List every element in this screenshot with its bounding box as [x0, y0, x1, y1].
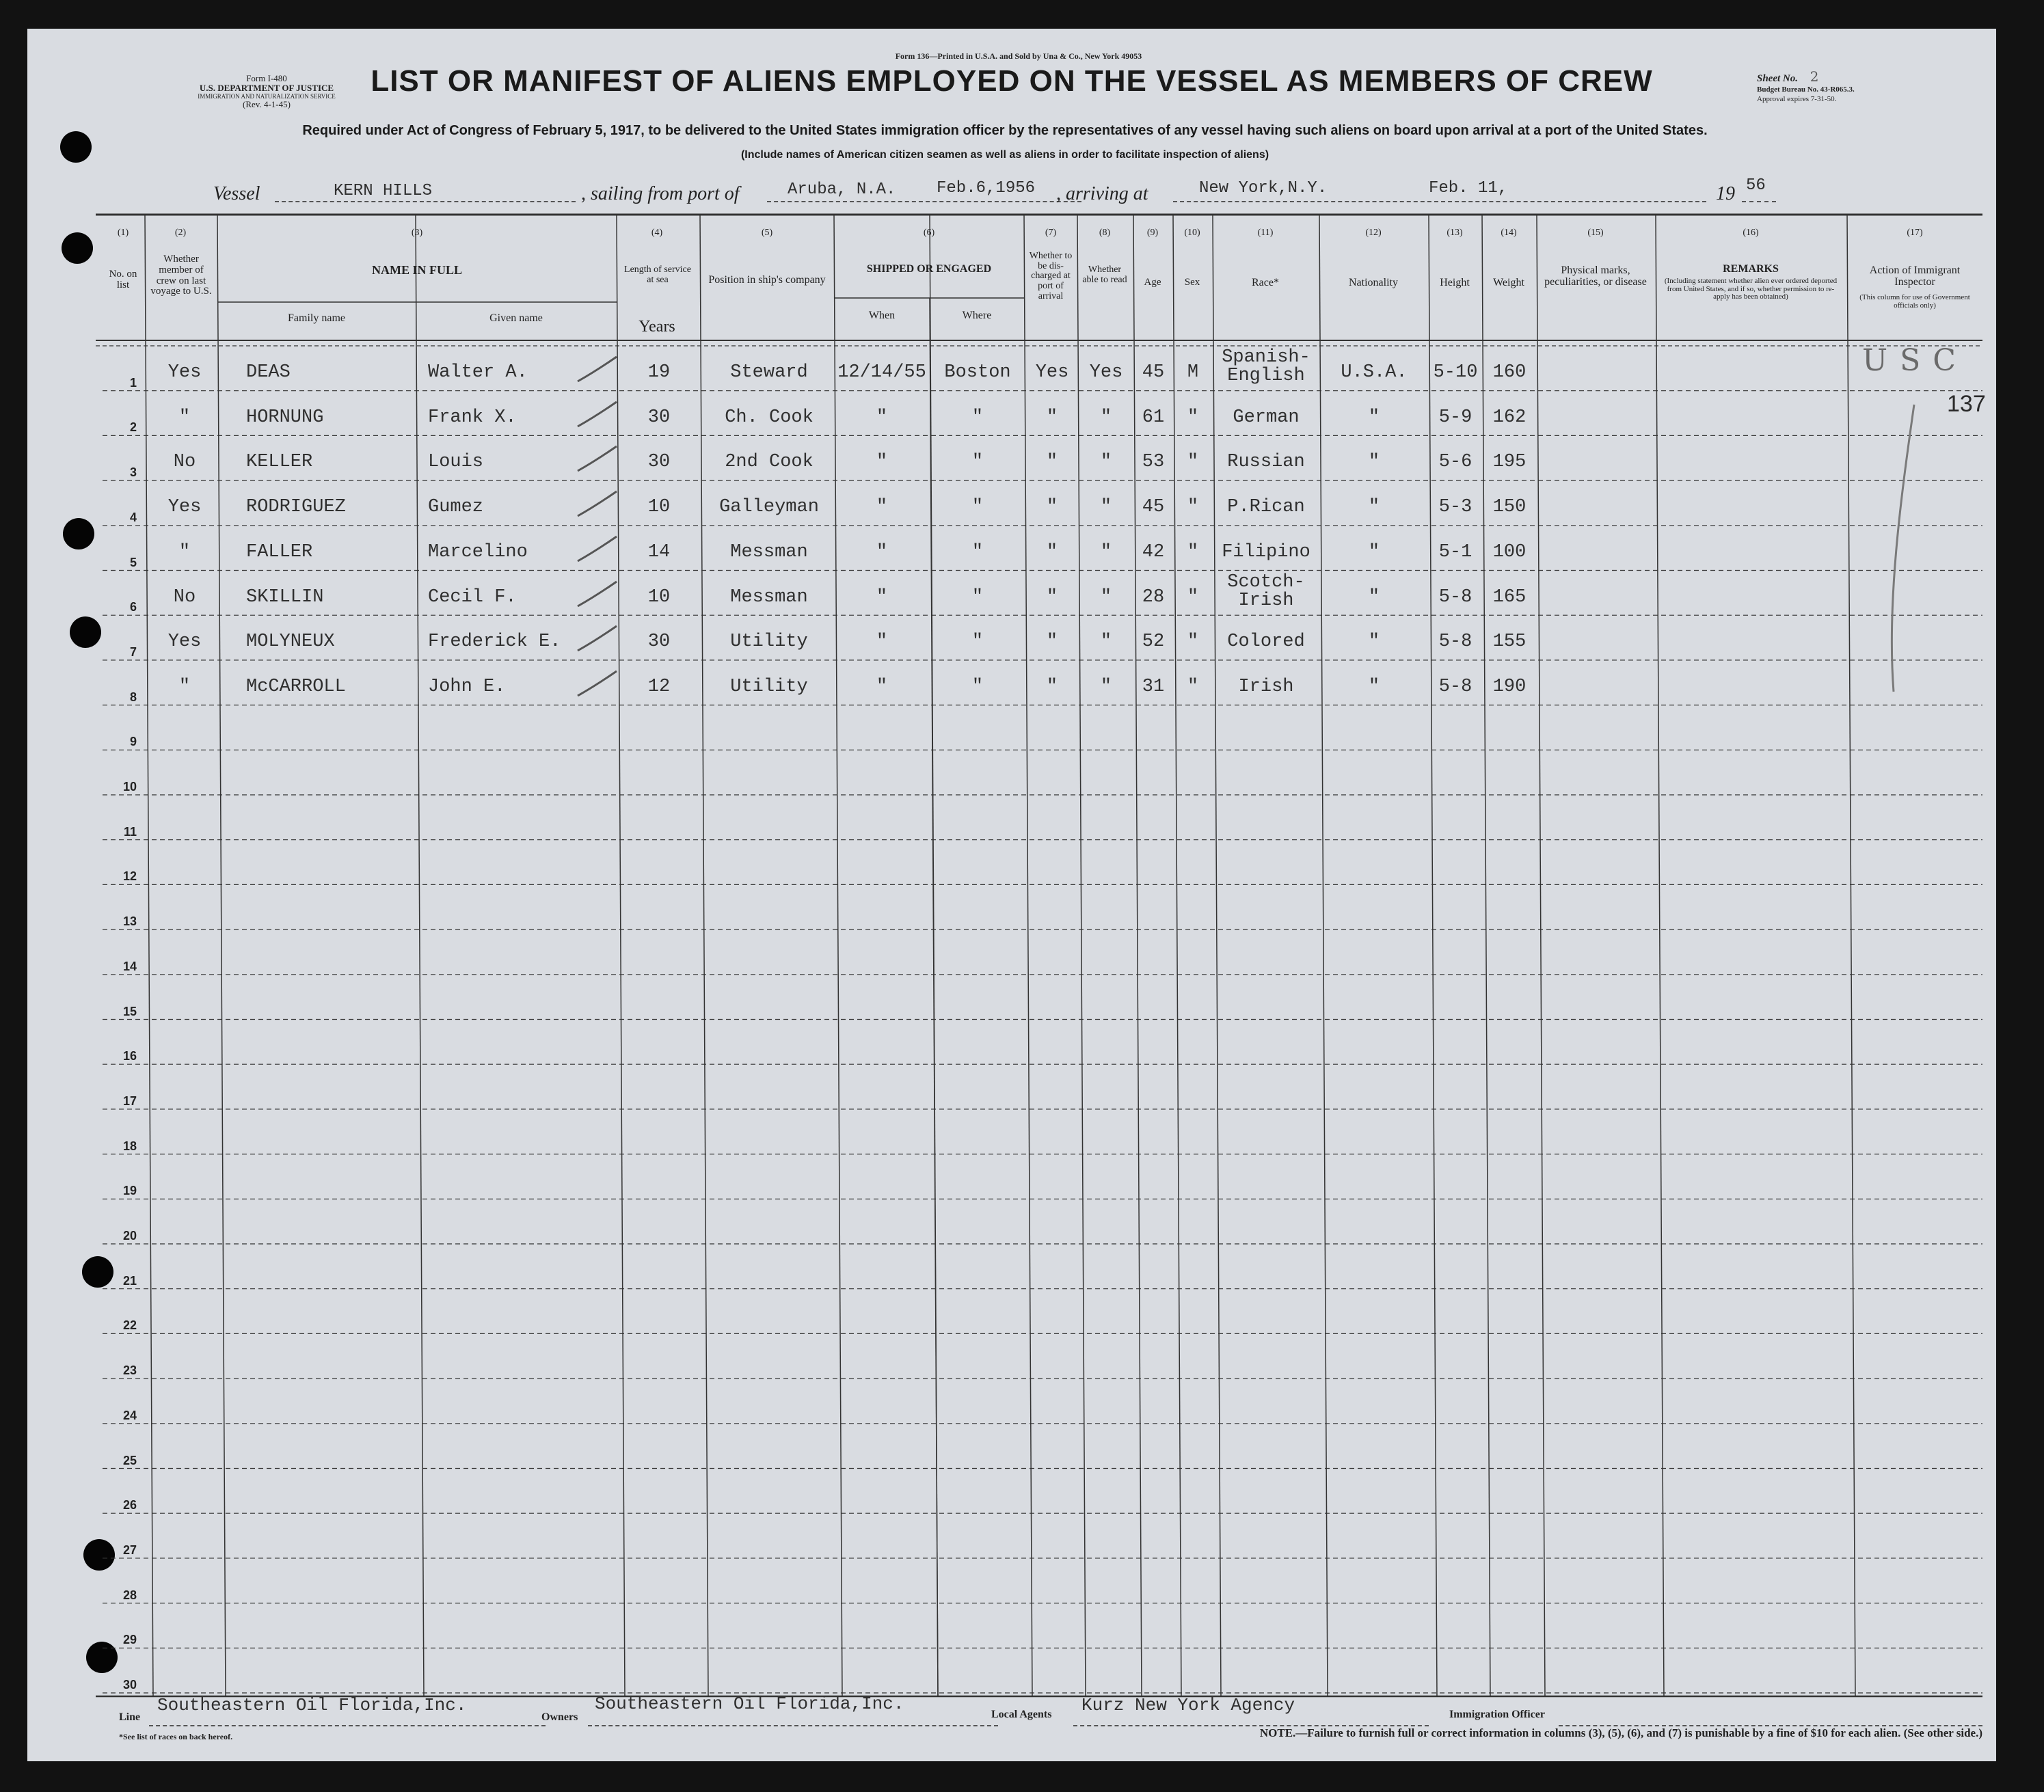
shipped-where-cell: "	[971, 586, 984, 608]
height-cell: 5-10	[1433, 362, 1478, 383]
col1-header: No. on list	[109, 269, 137, 290]
col10-number: (10)	[1184, 228, 1200, 238]
row-number: 25	[122, 1453, 137, 1467]
col11-header: Race*	[1252, 277, 1279, 288]
row-number: 19	[122, 1184, 137, 1198]
column-line	[1847, 215, 1855, 1696]
column-line	[1537, 215, 1545, 1696]
last-voyage-cell: "	[178, 407, 191, 428]
family-name-cell: KELLER	[246, 452, 313, 473]
shipped-when-cell: "	[876, 586, 888, 608]
form-number: Form I-480	[246, 73, 287, 83]
given-name-cell: Marcelino	[428, 541, 528, 562]
check-mark-icon	[574, 532, 622, 567]
row-number: 22	[122, 1318, 137, 1333]
row-number: 9	[129, 735, 137, 749]
check-mark-icon	[574, 442, 622, 476]
year-prefix: 19	[1716, 183, 1735, 204]
col12-number: (12)	[1365, 228, 1382, 238]
given-name-cell: Louis	[428, 452, 484, 473]
family-name-cell: FALLER	[246, 541, 313, 562]
officer-label: Immigration Officer	[1449, 1709, 1545, 1720]
shipped-where-cell: "	[971, 452, 984, 473]
discharged-cell: "	[1046, 676, 1058, 697]
inspector-mark: USC	[1862, 343, 1968, 378]
col2-number: (2)	[174, 228, 187, 238]
col17-header: Action of Immigrant Inspector	[1869, 264, 1961, 288]
able-to-read-cell: "	[1100, 632, 1112, 653]
service-years-cell: 30	[647, 452, 671, 473]
position-cell: 2nd Cook	[725, 452, 813, 473]
weight-cell: 162	[1492, 407, 1527, 428]
col11-number: (11)	[1257, 228, 1274, 238]
line-underline	[149, 1725, 546, 1726]
agents-label: Local Agents	[991, 1709, 1052, 1720]
able-to-read-cell: "	[1100, 586, 1112, 608]
row-number: 6	[129, 600, 137, 614]
age-cell: 45	[1142, 362, 1165, 383]
discharged-cell: "	[1046, 407, 1058, 428]
discharged-cell: "	[1046, 541, 1058, 562]
able-to-read-cell: "	[1100, 407, 1112, 428]
height-cell: 5-9	[1438, 407, 1473, 428]
budget-bureau: Budget Bureau No. 43-R065.3.	[1757, 85, 1855, 94]
owners-underline	[588, 1725, 998, 1726]
nationality-cell: "	[1368, 452, 1380, 473]
able-to-read-cell: "	[1100, 452, 1112, 473]
shipped-when-cell: "	[876, 497, 888, 518]
shipped-when-cell: "	[876, 541, 888, 562]
sailing-label: , sailing from port of	[581, 183, 740, 204]
weight-cell: 155	[1492, 632, 1527, 653]
sex-cell: "	[1187, 632, 1199, 653]
column-line	[1319, 215, 1328, 1696]
line-value: Southeastern Oil Florida,Inc.	[157, 1695, 467, 1715]
row-number: 24	[122, 1408, 137, 1422]
service-years-cell: 10	[647, 497, 671, 518]
weight-cell: 195	[1492, 452, 1527, 473]
inspector-number: 137	[1947, 391, 1986, 417]
shipped-where-cell: "	[971, 541, 984, 562]
service-years-cell: 14	[647, 541, 671, 562]
col1-number: (1)	[117, 228, 129, 238]
row-number: 8	[129, 690, 137, 704]
col9-header: Age	[1144, 277, 1161, 288]
col13-header: Height	[1440, 277, 1470, 288]
discharged-cell: "	[1046, 452, 1058, 473]
family-name-cell: DEAS	[246, 362, 291, 383]
shipped-when-cell: "	[876, 452, 888, 473]
nationality-cell: "	[1368, 497, 1380, 518]
column-line	[217, 215, 226, 1696]
family-name-cell: MOLYNEUX	[246, 632, 335, 653]
age-cell: 52	[1142, 632, 1165, 653]
shipped-when-cell: "	[876, 407, 888, 428]
approval-expiry: Approval expires 7-31-50.	[1757, 94, 1837, 103]
family-name-cell: RODRIGUEZ	[246, 497, 346, 518]
age-cell: 28	[1142, 586, 1165, 608]
discharged-cell: "	[1046, 586, 1058, 608]
arriving-label: , arriving at	[1056, 183, 1148, 204]
age-cell: 42	[1142, 541, 1165, 562]
line-label: Line	[119, 1711, 141, 1723]
row-number: 28	[122, 1588, 137, 1602]
row-number: 1	[129, 375, 137, 390]
race-cell: Scotch- Irish	[1227, 571, 1305, 611]
last-voyage-cell: No	[173, 452, 196, 473]
given-name-cell: Cecil F.	[428, 586, 517, 608]
row-number: 27	[122, 1543, 137, 1557]
weight-cell: 160	[1492, 362, 1527, 383]
column-line	[1133, 215, 1142, 1696]
col16-number: (16)	[1743, 228, 1759, 238]
sex-cell: "	[1187, 497, 1199, 518]
vessel-label: Vessel	[213, 183, 260, 204]
row-number: 21	[122, 1273, 137, 1288]
col4-unit: Years	[638, 318, 675, 336]
manifest-document	[27, 29, 1996, 1761]
col3-family-header: Family name	[288, 312, 345, 324]
family-name-cell: SKILLIN	[246, 586, 324, 608]
service-years-cell: 30	[647, 632, 671, 653]
discharged-cell: "	[1046, 632, 1058, 653]
col16-header: REMARKS	[1723, 263, 1779, 275]
inspector-bracket-stroke	[1873, 398, 1928, 698]
row-number: 12	[122, 869, 137, 884]
column-line	[1213, 215, 1221, 1696]
service-years-cell: 30	[647, 407, 671, 428]
owners-value: Southeastern Oil Florida,Inc.	[595, 1694, 904, 1714]
column-line	[1024, 215, 1032, 1696]
col15-header: Physical marks, peculiarities, or disease	[1544, 264, 1647, 288]
weight-cell: 190	[1492, 676, 1527, 697]
nationality-cell: U.S.A.	[1341, 362, 1408, 383]
col10-header: Sex	[1184, 277, 1200, 288]
column-line	[1656, 215, 1664, 1696]
col7-header: Whether to be dis-charged at port of arrival	[1029, 251, 1073, 301]
shipped-when-cell: 12/14/55	[837, 362, 926, 383]
height-cell: 5-1	[1438, 541, 1473, 562]
row-number: 15	[122, 1004, 137, 1018]
col4-header: Length of service at sea	[624, 264, 691, 285]
position-cell: Messman	[730, 541, 808, 562]
last-voyage-cell: Yes	[167, 632, 202, 653]
row-number: 30	[122, 1678, 137, 1692]
given-name-cell: John E.	[428, 676, 506, 697]
given-name-cell: Walter A.	[428, 362, 528, 383]
given-name-cell: Frank X.	[428, 407, 517, 428]
height-cell: 5-6	[1438, 452, 1473, 473]
col7-number: (7)	[1045, 228, 1057, 238]
shipped-when-cell: "	[876, 632, 888, 653]
height-cell: 5-8	[1438, 586, 1473, 608]
sheet-number: 2	[1810, 68, 1819, 85]
column-line	[617, 215, 625, 1696]
weight-cell: 150	[1492, 497, 1527, 518]
owners-label: Owners	[541, 1711, 578, 1723]
race-cell: Russian	[1227, 452, 1305, 473]
col8-header: Whether able to read	[1082, 264, 1127, 285]
race-cell: German	[1233, 407, 1300, 428]
check-mark-icon	[574, 353, 622, 387]
nationality-cell: "	[1368, 632, 1380, 653]
row-number: 11	[123, 824, 137, 839]
printer-line: Form 136—Printed in U.S.A. and Sold by Una & Co., New York 49053	[895, 51, 1142, 61]
subtitle: Required under Act of Congress of February 5, 1917, to be delivered to the United States immigration officer by the representatives of any vessel having such aliens on board upon arrival at a port of the United States.	[302, 123, 1708, 138]
arrival-date: Feb. 11,	[1429, 179, 1508, 198]
able-to-read-cell: "	[1100, 541, 1112, 562]
sex-cell: "	[1187, 541, 1199, 562]
col12-header: Nationality	[1349, 277, 1398, 288]
col16-subheader: (Including statement whether alien ever ordered deported from United States, and if so, whether permission to re-apply has been obtained)	[1664, 277, 1838, 301]
vessel-name: KERN HILLS	[334, 182, 433, 200]
weight-cell: 100	[1492, 541, 1527, 562]
age-cell: 53	[1142, 452, 1165, 473]
given-name-cell: Gumez	[428, 497, 484, 518]
race-cell: Colored	[1227, 632, 1305, 653]
column-line	[700, 215, 708, 1696]
column-line	[416, 215, 424, 1696]
page-title: LIST OR MANIFEST OF ALIENS EMPLOYED ON THE VESSEL AS MEMBERS OF CREW	[371, 64, 1653, 98]
include-note: (Include names of American citizen seamen as well as aliens in order to facilitate inspection of aliens)	[740, 149, 1269, 161]
shipped-where-cell: "	[971, 497, 984, 518]
shipped-where-cell: "	[971, 632, 984, 653]
col6-when-header: When	[868, 310, 896, 321]
column-line	[1482, 215, 1490, 1696]
col4-number: (4)	[651, 228, 663, 238]
revision: (Rev. 4-1-45)	[243, 99, 291, 110]
row-number: 23	[122, 1363, 137, 1378]
nationality-cell: "	[1368, 586, 1380, 608]
col5-number: (5)	[761, 228, 773, 238]
shipped-when-cell: "	[876, 676, 888, 697]
departure-date: Feb.6,1956	[937, 179, 1036, 198]
row-number: 5	[129, 555, 137, 569]
column-line	[145, 215, 153, 1696]
position-cell: Utility	[730, 676, 808, 697]
department: U.S. DEPARTMENT OF JUSTICE	[199, 83, 334, 94]
row-number: 17	[122, 1094, 137, 1108]
departure-port: Aruba, N.A.	[788, 180, 896, 199]
position-cell: Utility	[730, 632, 808, 653]
col8-number: (8)	[1099, 228, 1111, 238]
discharged-cell: "	[1046, 497, 1058, 518]
col15-number: (15)	[1587, 228, 1604, 238]
nationality-cell: "	[1368, 407, 1380, 428]
row-number: 20	[122, 1229, 137, 1243]
position-cell: Galleyman	[719, 497, 819, 518]
last-voyage-cell: "	[178, 676, 191, 697]
col6-number: (6)	[923, 228, 935, 238]
last-voyage-cell: Yes	[167, 362, 202, 383]
row-number: 16	[122, 1049, 137, 1063]
shipped-where-cell: "	[971, 407, 984, 428]
race-cell: Irish	[1238, 676, 1294, 697]
discharged-cell: Yes	[1035, 362, 1069, 383]
col9-number: (9)	[1146, 228, 1159, 238]
col6-header: SHIPPED OR ENGAGED	[866, 263, 992, 275]
agents-value: Kurz New York Agency	[1081, 1695, 1295, 1715]
nationality-cell: "	[1368, 541, 1380, 562]
col6-where-header: Where	[962, 310, 992, 321]
row-number: 18	[122, 1139, 137, 1153]
age-cell: 61	[1142, 407, 1165, 428]
col14-number: (14)	[1501, 228, 1517, 238]
row-number: 29	[122, 1633, 137, 1647]
col3-number: (3)	[411, 228, 423, 238]
row-number: 4	[129, 510, 137, 524]
check-mark-icon	[574, 487, 622, 521]
height-cell: 5-3	[1438, 497, 1473, 518]
row-number: 10	[122, 780, 137, 793]
sex-cell: M	[1187, 362, 1199, 383]
col14-header: Weight	[1493, 277, 1524, 288]
arrival-port: New York,N.Y.	[1199, 179, 1328, 198]
weight-cell: 165	[1492, 586, 1527, 608]
row-number: 14	[122, 959, 137, 973]
family-name-cell: McCARROLL	[246, 676, 346, 697]
service-years-cell: 10	[647, 586, 671, 608]
nationality-cell: "	[1368, 676, 1380, 697]
able-to-read-cell: Yes	[1089, 362, 1123, 383]
race-cell: Spanish- English	[1222, 347, 1310, 386]
race-cell: P.Rican	[1227, 497, 1305, 518]
sex-cell: "	[1187, 676, 1199, 697]
given-name-cell: Frederick E.	[428, 632, 561, 653]
sheet-label: Sheet No.	[1757, 73, 1798, 84]
column-line	[1173, 215, 1181, 1696]
shipped-where-cell: "	[971, 676, 984, 697]
row-number: 3	[129, 465, 137, 480]
able-to-read-cell: "	[1100, 676, 1112, 697]
position-cell: Steward	[730, 362, 808, 383]
column-line	[1429, 215, 1437, 1696]
year-suffix: 56	[1746, 176, 1766, 195]
col17-number: (17)	[1907, 228, 1923, 238]
check-mark-icon	[574, 398, 622, 432]
column-line	[834, 215, 842, 1696]
races-footnote: *See list of races on back hereof.	[119, 1732, 233, 1741]
service: IMMIGRATION AND NATURALIZATION SERVICE	[198, 92, 336, 100]
col3-header: NAME IN FULL	[371, 263, 462, 277]
sex-cell: "	[1187, 586, 1199, 608]
family-name-cell: HORNUNG	[246, 407, 324, 428]
shipped-where-cell: Boston	[944, 362, 1011, 383]
able-to-read-cell: "	[1100, 497, 1112, 518]
sex-cell: "	[1187, 407, 1199, 428]
race-cell: Filipino	[1222, 541, 1310, 562]
col13-number: (13)	[1447, 228, 1463, 238]
col2-header: Whether member of crew on last voyage to U.S.	[150, 254, 212, 297]
height-cell: 5-8	[1438, 676, 1473, 697]
check-mark-icon	[574, 622, 622, 656]
penalty-note: NOTE.—Failure to furnish full or correct information in columns (3), (5), (6), and (7) is punishable by a fine of $10 for each alien. (See other side.)	[1259, 1726, 1982, 1739]
row-number: 2	[129, 420, 137, 435]
position-cell: Messman	[730, 586, 808, 608]
col5-header: Position in ship's company	[708, 274, 826, 286]
last-voyage-cell: "	[178, 541, 191, 562]
row-number: 13	[122, 914, 137, 929]
last-voyage-cell: Yes	[167, 497, 202, 518]
row-number: 26	[122, 1498, 137, 1512]
height-cell: 5-8	[1438, 632, 1473, 653]
col3-given-header: Given name	[489, 312, 543, 324]
check-mark-icon	[574, 667, 622, 701]
check-mark-icon	[574, 578, 622, 612]
age-cell: 31	[1142, 676, 1165, 697]
service-years-cell: 19	[647, 362, 671, 383]
col17-subheader: (This column for use of Government officials only)	[1859, 293, 1970, 310]
age-cell: 45	[1142, 497, 1165, 518]
position-cell: Ch. Cook	[725, 407, 813, 428]
service-years-cell: 12	[647, 676, 671, 697]
last-voyage-cell: No	[173, 586, 196, 608]
sex-cell: "	[1187, 452, 1199, 473]
row-number: 7	[129, 644, 137, 659]
column-line	[1077, 215, 1086, 1696]
